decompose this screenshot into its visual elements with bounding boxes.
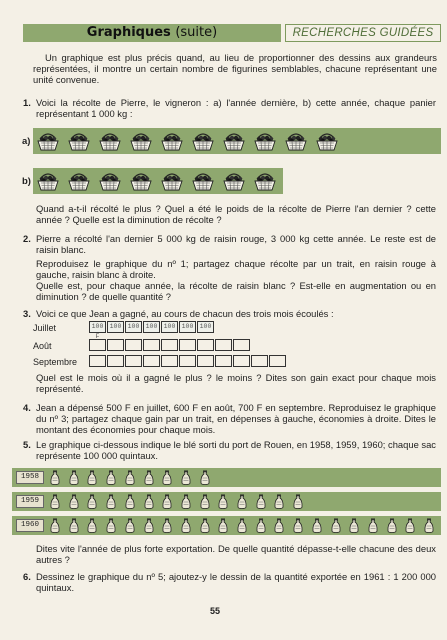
wheat-sack-icon [50, 494, 60, 509]
wheat-sack-icon [106, 518, 116, 533]
wheat-sack-icon [293, 494, 303, 509]
wheat-sack-icon [181, 518, 191, 533]
ex2-number: 2. [23, 233, 31, 244]
money-cell [143, 339, 160, 351]
ex4-text: Jean a dépensé 500 F en juillet, 600 F en août, 700 F en septembre. Reproduisez le graphique du nº 3; partagez chaque gain par un trait, en dépenses à gauche, économies à droite. Dites le montant des économies pour chaque mois. [36, 402, 436, 436]
wheat-sack-icon [181, 494, 191, 509]
ex1-number: 1. [23, 97, 31, 108]
wheat-sack-icon [200, 470, 210, 485]
ex2-p3: Quelle est, pour chaque année, la récolte de raisin blanc ? Est-elle en augmentation ou en diminution ? de quelle quantité ? [36, 280, 436, 303]
ex5-question: Dites vite l'année de plus forte exportation. De quelle quantité dépasse-t-elle chacune des deux autres ? [36, 543, 436, 566]
wheat-sack-icon [331, 518, 341, 533]
wheat-sack-icon [144, 518, 154, 533]
money-cell [197, 339, 214, 351]
grape-basket-icon [36, 132, 60, 151]
wheat-sack-icon [293, 518, 303, 533]
wheat-sack-icon [87, 470, 97, 485]
wheat-sack-icon [144, 494, 154, 509]
wheat-sack-icon [106, 494, 116, 509]
wheat-sack-icon [200, 518, 210, 533]
money-cell [233, 339, 250, 351]
grape-basket-icon [222, 132, 246, 151]
money-cell [269, 355, 286, 367]
year-label: 1958 [16, 471, 44, 484]
money-cell [215, 339, 232, 351]
grape-basket-icon [191, 132, 215, 151]
ex5-text: Le graphique ci-dessous indique le blé sorti du port de Rouen, en 1958, 1959, 1960; chaque sac représente 100 000 quintaux. [36, 439, 436, 462]
ex3-number: 3. [23, 308, 31, 319]
wheat-sack-icon [256, 494, 266, 509]
wheat-sack-icon [274, 518, 284, 533]
ex1-text: Voici la récolte de Pierre, le vigneron : a) l'année dernière, b) cette année, chaque panier représentant 1 000 kg : [36, 97, 436, 120]
wheat-sack-icon [125, 518, 135, 533]
intro-paragraph: Un graphique est plus précis quand, au lieu de proportionner des dessins aux grandeurs représentées, il montre un certain nombre de figurines semblables, chacune représentant une unité convenue. [33, 52, 437, 86]
ex6-text: Dessinez le graphique du nº 5; ajoutez-y le dessin de la quantité exportée en 1961 : 1 200 000 quintaux. [36, 571, 436, 594]
wheat-sack-icon [237, 494, 247, 509]
ex5-number: 5. [23, 439, 31, 450]
grape-basket-icon [129, 172, 153, 191]
grape-basket-icon [222, 172, 246, 191]
wheat-sack-icon [312, 518, 322, 533]
wheat-sack-icon [162, 518, 172, 533]
ex3-text: Voici ce que Jean a gagné, au cours de chacun des trois mois écoulés : [36, 308, 334, 319]
money-cell [179, 339, 196, 351]
grape-basket-icon [36, 172, 60, 191]
grape-basket-icon [191, 172, 215, 191]
wheat-sack-icon [200, 494, 210, 509]
grape-basket-icon [160, 172, 184, 191]
wheat-sack-icon [144, 470, 154, 485]
money-cell [107, 355, 124, 367]
harvest-row-b [33, 168, 283, 194]
money-cell [125, 339, 142, 351]
wheat-sack-icon [69, 494, 79, 509]
year-label: 1960 [16, 519, 44, 532]
wheat-sack-icon [349, 518, 359, 533]
wheat-sack-icon [50, 518, 60, 533]
grape-basket-icon [67, 172, 91, 191]
month-juillet: Juillet [33, 323, 57, 333]
wheat-sack-icon [387, 518, 397, 533]
ex2-p1: Pierre a récolté l'an dernier 5 000 kg de raisin rouge, 3 000 kg cette année. Le reste est de raisin blanc. [36, 233, 436, 256]
grape-basket-icon [67, 132, 91, 151]
wheat-sack-icon [69, 518, 79, 533]
wheat-sack-icon [218, 494, 228, 509]
wheat-sack-icon [256, 518, 266, 533]
month-septembre: Septembre [33, 357, 78, 367]
title-banner [23, 24, 281, 42]
money-cell [161, 339, 178, 351]
money-cell [89, 339, 106, 351]
section-label: RECHERCHES GUIDÉES [285, 24, 441, 42]
money-cell: 100 [107, 321, 124, 333]
juillet-cells [89, 321, 215, 340]
money-cell [107, 339, 124, 351]
wheat-row-1960 [12, 516, 441, 535]
aout-cells [89, 339, 251, 351]
grape-basket-icon [253, 172, 277, 191]
money-cell [89, 355, 106, 367]
wheat-sack-icon [405, 518, 415, 533]
wheat-row-1958 [12, 468, 441, 487]
money-cell: 100 [143, 321, 160, 333]
wheat-sack-icon [50, 470, 60, 485]
money-cell: 100 [125, 321, 142, 333]
wheat-sack-icon [368, 518, 378, 533]
septembre-cells [89, 355, 287, 367]
year-label: 1959 [16, 495, 44, 508]
wheat-row-1959 [12, 492, 441, 511]
wheat-sack-icon [218, 518, 228, 533]
grape-basket-icon [160, 132, 184, 151]
wheat-sack-icon [87, 518, 97, 533]
ex6-number: 6. [23, 571, 31, 582]
wheat-sack-icon [106, 470, 116, 485]
grape-basket-icon [253, 132, 277, 151]
money-cell: 100 [161, 321, 178, 333]
wheat-sack-icon [69, 470, 79, 485]
title-main: Graphiques [86, 25, 171, 40]
grape-basket-icon [98, 132, 122, 151]
money-cell [251, 355, 268, 367]
grape-basket-icon [315, 132, 339, 151]
money-cell [179, 355, 196, 367]
wheat-sack-icon [424, 518, 434, 533]
page-title [23, 24, 281, 42]
page-header [23, 24, 441, 42]
wheat-sack-icon [162, 494, 172, 509]
title-suffix: (suite) [175, 25, 218, 40]
page-number: 55 [210, 606, 221, 616]
money-cell: 100 [197, 321, 214, 333]
ex4-number: 4. [23, 402, 31, 413]
ex2-p2: Reproduisez le graphique du nº 1; partagez chaque récolte par un trait, en raisin rouge à gauche, raisin blanc à droite. [36, 258, 436, 281]
money-cell [197, 355, 214, 367]
wheat-sack-icon [125, 470, 135, 485]
grape-basket-icon [284, 132, 308, 151]
wheat-sack-icon [237, 518, 247, 533]
money-cell [233, 355, 250, 367]
ex1-label-b: b) [22, 176, 31, 187]
wheat-sack-icon [274, 494, 284, 509]
ex1-label-a: a) [22, 136, 31, 147]
money-cell: 100 [179, 321, 196, 333]
money-cell [143, 355, 160, 367]
grape-basket-icon [98, 172, 122, 191]
money-cell [125, 355, 142, 367]
wheat-sack-icon [162, 470, 172, 485]
harvest-row-a [33, 128, 441, 154]
money-cell [161, 355, 178, 367]
wheat-sack-icon [87, 494, 97, 509]
money-cell: 100 F [89, 321, 106, 333]
money-cell [215, 355, 232, 367]
ex1-question: Quand a-t-il récolté le plus ? Quel a été le poids de la récolte de Pierre l'an dernier ? cette année ? Quelle est la diminution de récolte ? [36, 203, 436, 226]
grape-basket-icon [129, 132, 153, 151]
month-aout: Août [33, 341, 52, 351]
wheat-sack-icon [125, 494, 135, 509]
wheat-sack-icon [181, 470, 191, 485]
ex3-question: Quel est le mois où il a gagné le plus ? le moins ? Dites son gain exact pour chaque mois représenté. [36, 372, 436, 395]
